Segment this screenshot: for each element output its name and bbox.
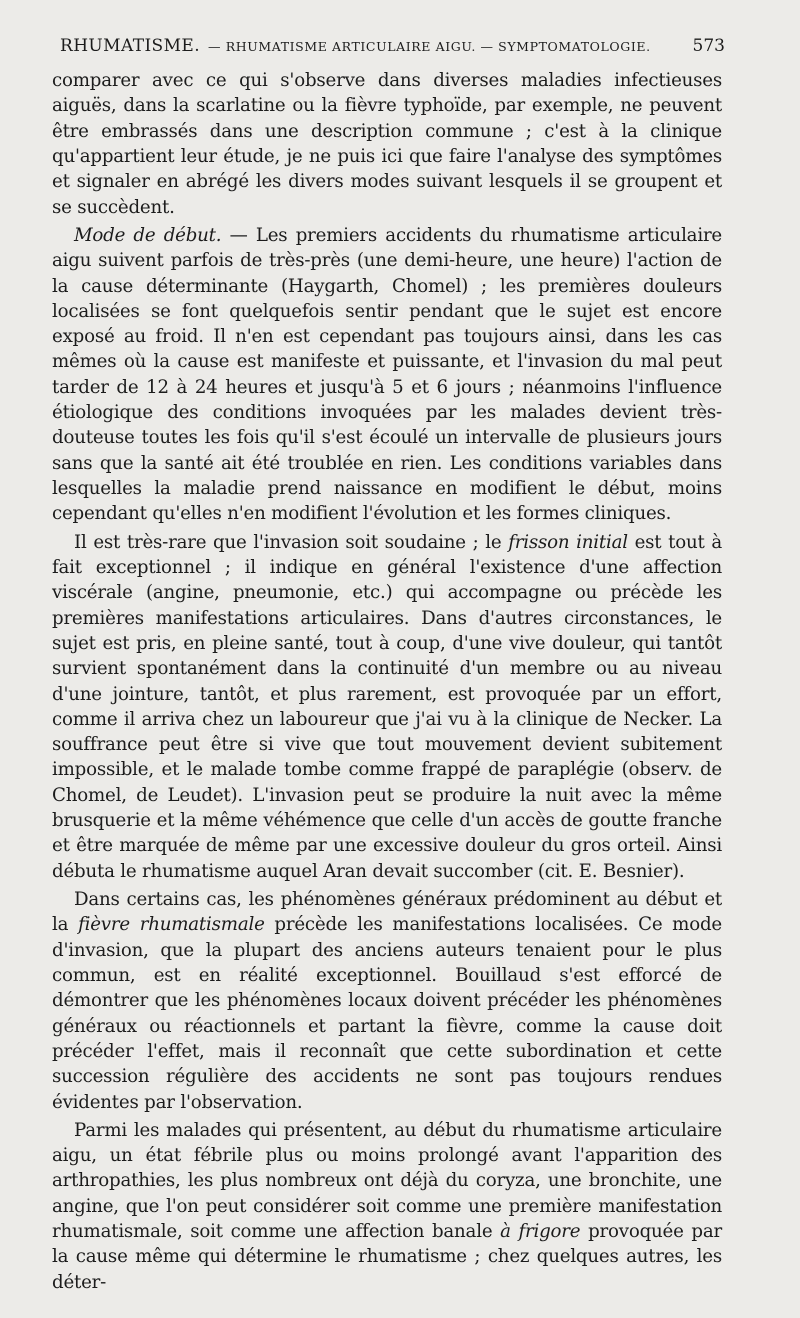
italic-term-a-frigore: à frigore — [500, 1221, 581, 1243]
body-text — [52, 68, 722, 1295]
paragraph-segment: — Les premiers accidents du rhumatisme articulaire aigu suivent parfois de très-près (une demi-heure, une heure) l'action de la cause déterminante (Haygarth, Chomel) ; les premières douleurs localisées se font quelquefois sentir pendant que le sujet est encore exposé au froid. Il n'en est cependant pas toujours ainsi, dans les cas mêmes où la cause est manifeste et puissante, et l'invasion du mal peut tarder de 12 à 24 heures et jusqu'à 5 et 6 jours ; néanmoins l'influence étiologique des conditions invoquées par les malades devient très-douteuse toutes les fois qu'il s'est écoulé un intervalle de plusieurs jours sans que la santé ait été troublée en rien. Les conditions variables dans lesquelles la maladie prend naissance en modifient le début, moins cependant qu'elles n'en modifient l'évolution et les formes cliniques. — [52, 224, 722, 525]
paragraph-segment: provoquée par la cause même qui détermine le rhumatisme ; chez quelques autres, les déter- — [52, 1221, 722, 1293]
paragraph-3 — [52, 530, 722, 884]
paragraph-segment: Il est très-rare que l'invasion soit soudaine ; le — [74, 531, 509, 553]
paragraph-segment: comparer avec ce qui s'observe dans diverses maladies infectieuses aiguës, dans la scarlatine ou la fièvre typhoïde, par exemple, ne peuvent être embrassés dans une description commune ; c'est à la clinique qu'appartient leur étude, je ne puis ici que faire l'analyse des symptômes et signaler en abrégé les divers modes suivant lesquels il se groupent et se succèdent. — [52, 70, 722, 218]
paragraph-4 — [52, 887, 722, 1115]
italic-term-fievre-rhumatismale: fièvre rhumatismale — [78, 914, 265, 936]
section-heading-mode-de-debut: Mode de début. — [74, 224, 222, 246]
paragraph-segment: est tout à fait exceptionnel ; il indique en général l'existence d'une affection viscérale (angine, pneumonie, etc.) qui accompagne ou précède les premières manifestations articulaires. Dans d'autres circonstances, le sujet est pris, en pleine santé, tout à coup, d'une vive douleur, qui tantôt survient spontanément dans la continuité d'un membre ou au niveau d'une jointure, tantôt, et plus rarement, est provoquée par un effort, comme il arriva chez un laboureur que j'ai vu à la clinique de Necker. La souffrance peut être si vive que tout mouvement devient subitement impossible, et le malade tombe comme frappé de paraplégie (observ. de Chomel, de Leudet). L'invasion peut se produire la nuit avec la même brusquerie et la même véhémence que celle d'un accès de goutte franche et être marquée de même par une excessive douleur du gros orteil. Ainsi débuta le rhumatisme auquel Aran devait succomber (cit. E. Besnier). — [52, 531, 722, 882]
running-head — [60, 34, 725, 59]
page-number: 573 — [692, 36, 725, 56]
paragraph-1 — [52, 68, 722, 220]
running-head-title: RHUMATISME. — [60, 36, 201, 56]
paragraph-segment: Parmi les malades qui présentent, au début du rhumatisme articulaire aigu, un état fébrile plus ou moins prolongé avant l'apparition des arthropathies, les plus nombreux ont déjà du coryza, une bronchite, une angine, que l'on peut considérer soit comme une première manifestation rhumatismale, soit comme une affection banale — [52, 1119, 722, 1243]
paragraph-2 — [52, 223, 722, 527]
italic-term-frisson-initial: frisson initial — [508, 531, 628, 553]
paragraph-5 — [52, 1118, 722, 1295]
paragraph-segment: précède les manifestations localisées. Ce mode d'invasion, que la plupart des anciens auteurs tenaient pour le plus commun, est en réalité exceptionnel. Bouillaud s'est efforcé de démontrer que les phénomènes locaux doivent précéder les phénomènes généraux ou réactionnels et partant la fièvre, comme la cause doit précéder l'effet, mais il reconnaît que cette subordination et cette succession régulière des accidents ne sont pas toujours rendues évidentes par l'observation. — [52, 914, 722, 1113]
paragraph-segment: Dans certains cas, les phénomènes généraux prédominent au début et la — [52, 889, 722, 936]
running-head-subtitle: — RHUMATISME ARTICULAIRE AIGU. — SYMPTOMATOLOGIE. — [208, 39, 651, 54]
